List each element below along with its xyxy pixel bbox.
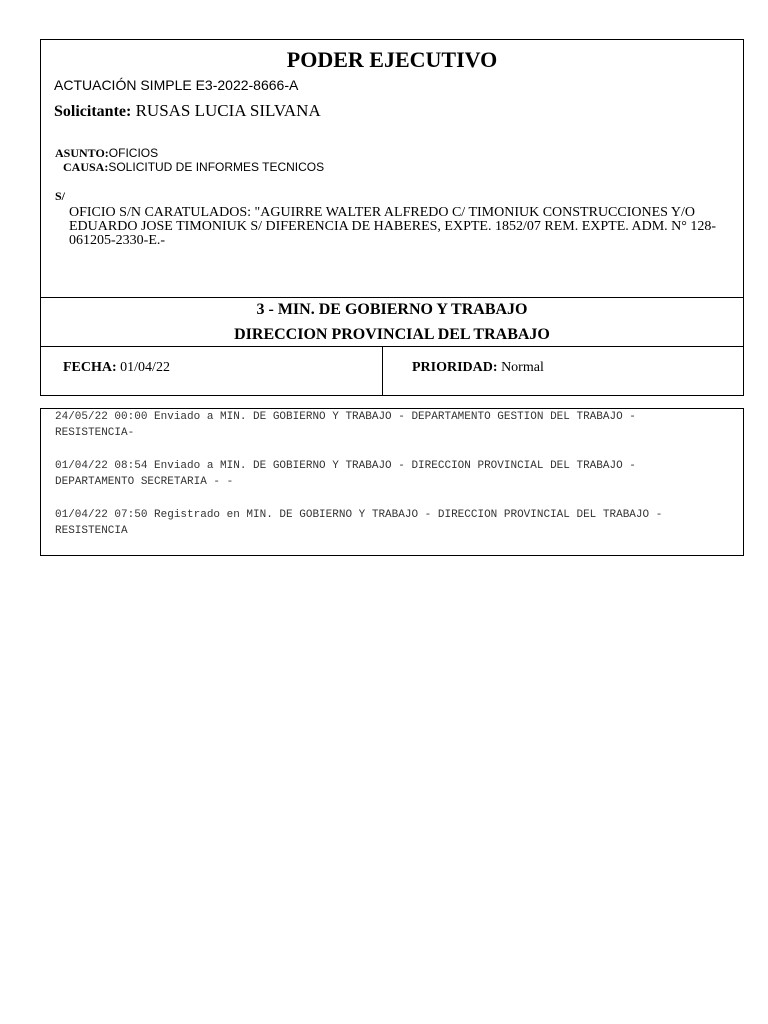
actuacion-number: ACTUACIÓN SIMPLE E3-2022-8666-A <box>54 77 299 93</box>
causa-value: SOLICITUD DE INFORMES TECNICOS <box>108 160 325 174</box>
causa-row <box>63 160 324 175</box>
fecha-cell <box>41 347 383 395</box>
document-title: PODER EJECUTIVO <box>286 47 498 72</box>
asunto-value: OFICIOS <box>108 146 159 160</box>
prioridad-label: PRIORIDAD: <box>412 360 498 375</box>
causa-label: CAUSA: <box>63 160 109 174</box>
s-label: S/ <box>55 189 66 203</box>
history-log-box <box>40 408 744 556</box>
history-entry: 01/04/22 07:50 Registrado en MIN. DE GOBIERNO Y TRABAJO - DIRECCION PROVINCIAL DEL TRABAJO - RESISTENCIA <box>55 509 663 537</box>
asunto-label: ASUNTO: <box>55 146 109 160</box>
ministry-name: 3 - MIN. DE GOBIERNO Y TRABAJO <box>256 301 528 318</box>
solicitante-label: Solicitante: <box>54 103 132 120</box>
history-entry: 24/05/22 00:00 Enviado a MIN. DE GOBIERNO Y TRABAJO - DEPARTAMENTO GESTION DEL TRABAJO - RESISTENCIA- <box>55 411 636 439</box>
fecha-value: 01/04/22 <box>120 360 170 375</box>
asunto-row <box>55 146 158 161</box>
prioridad-value: Normal <box>501 360 544 375</box>
solicitante-value: RUSAS LUCIA SILVANA <box>135 101 321 120</box>
fecha-row <box>63 360 170 376</box>
fecha-label: FECHA: <box>63 360 117 375</box>
prioridad-row <box>412 360 544 376</box>
organization-section <box>41 298 743 347</box>
direction-name: DIRECCION PROVINCIAL DEL TRABAJO <box>234 326 550 343</box>
document-header-box <box>40 39 744 396</box>
history-entry: 01/04/22 08:54 Enviado a MIN. DE GOBIERNO Y TRABAJO - DIRECCION PROVINCIAL DEL TRABAJO - DEPARTAMENTO SECRETARIA - - <box>55 460 636 488</box>
case-summary-section <box>41 40 743 298</box>
solicitante-row <box>54 101 321 121</box>
s-description: OFICIO S/N CARATULADOS: "AGUIRRE WALTER ALFREDO C/ TIMONIUK CONSTRUCCIONES Y/O EDUARDO JOSE TIMONIUK S/ DIFERENCIA DE HABERES, EXPTE. 1852/07 REM. EXPTE. ADM. N° 128-061205-2330-E.- <box>69 205 717 248</box>
history-list <box>45 409 743 539</box>
